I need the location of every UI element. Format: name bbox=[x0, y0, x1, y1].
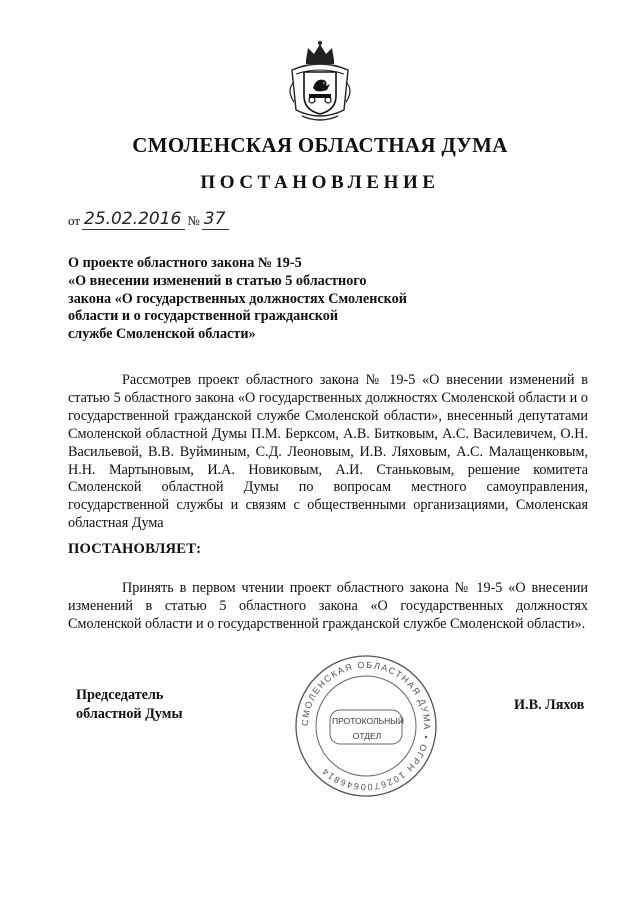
stamp-label-line: ОТДЕЛ bbox=[352, 731, 382, 741]
subject-line: области и о государственной гражданской bbox=[68, 308, 338, 325]
preamble-paragraph: Рассмотрев проект областного закона № 19-5 «О внесении изменений в статью 5 областного закона «О государственных должностях Смоленской области и о государственной гражданской службе Смоленской области», внесенный депутатами Смоленской областной Думы П.М. Берксом, А.В. Битковым, А.С. Василевичем, О.Н. Васильевой, В.В. Вуйминым, С.Д. Леоновым, И.В. Ляховым, А.С. Малащенковым, Н.Н. Мартыновым, И.А. Новиковым, А.И. Станьковым, решение комитета Смоленской областной Думы по вопросам местного самоуправления, государственной службы и связям с общественными организациями, Смоленская областная Дума bbox=[68, 372, 588, 532]
stamp-label-line: ПРОТОКОЛЬНЫЙ bbox=[332, 716, 404, 726]
signatory-name: И.В. Ляхов bbox=[514, 697, 585, 713]
document-subject bbox=[68, 255, 448, 344]
stamp-ring-text: СМОЛЕНСКАЯ ОБЛАСТНАЯ ДУМА • ОГРН 1026700646814 bbox=[299, 659, 433, 793]
organization-name: СМОЛЕНСКАЯ ОБЛАСТНАЯ ДУМА bbox=[132, 133, 508, 157]
signatory-title-line: Председатель bbox=[76, 687, 164, 703]
subject-line: службе Смоленской области» bbox=[68, 326, 256, 343]
subject-line: «О внесении изменений в статью 5 областного bbox=[68, 272, 367, 289]
date-number-line bbox=[68, 206, 231, 230]
signatory-title-line: областной Думы bbox=[76, 706, 183, 722]
signatory-title bbox=[76, 686, 183, 724]
resolves-heading: ПОСТАНОВЛЯЕТ: bbox=[68, 541, 202, 557]
smolensk-coat-of-arms-icon bbox=[282, 40, 358, 124]
number-label: № bbox=[187, 213, 200, 228]
document-type: ПОСТАНОВЛЕНИЕ bbox=[200, 172, 440, 193]
handwritten-date: 25.02.2016 bbox=[82, 209, 185, 230]
stamp-label bbox=[332, 714, 402, 744]
date-prefix: от bbox=[68, 213, 81, 228]
decision-paragraph: Принять в первом чтении проект областного закона № 19-5 «О внесении изменений в статью 5 областного закона «О государственных должностях Смоленской области и о государственной гражданской службе Смоленской области». bbox=[68, 580, 588, 632]
subject-line: О проекте областного закона № 19-5 bbox=[68, 255, 302, 271]
subject-line: закона «О государственных должностях Смоленской bbox=[68, 290, 407, 307]
handwritten-number: 37 bbox=[202, 209, 230, 230]
